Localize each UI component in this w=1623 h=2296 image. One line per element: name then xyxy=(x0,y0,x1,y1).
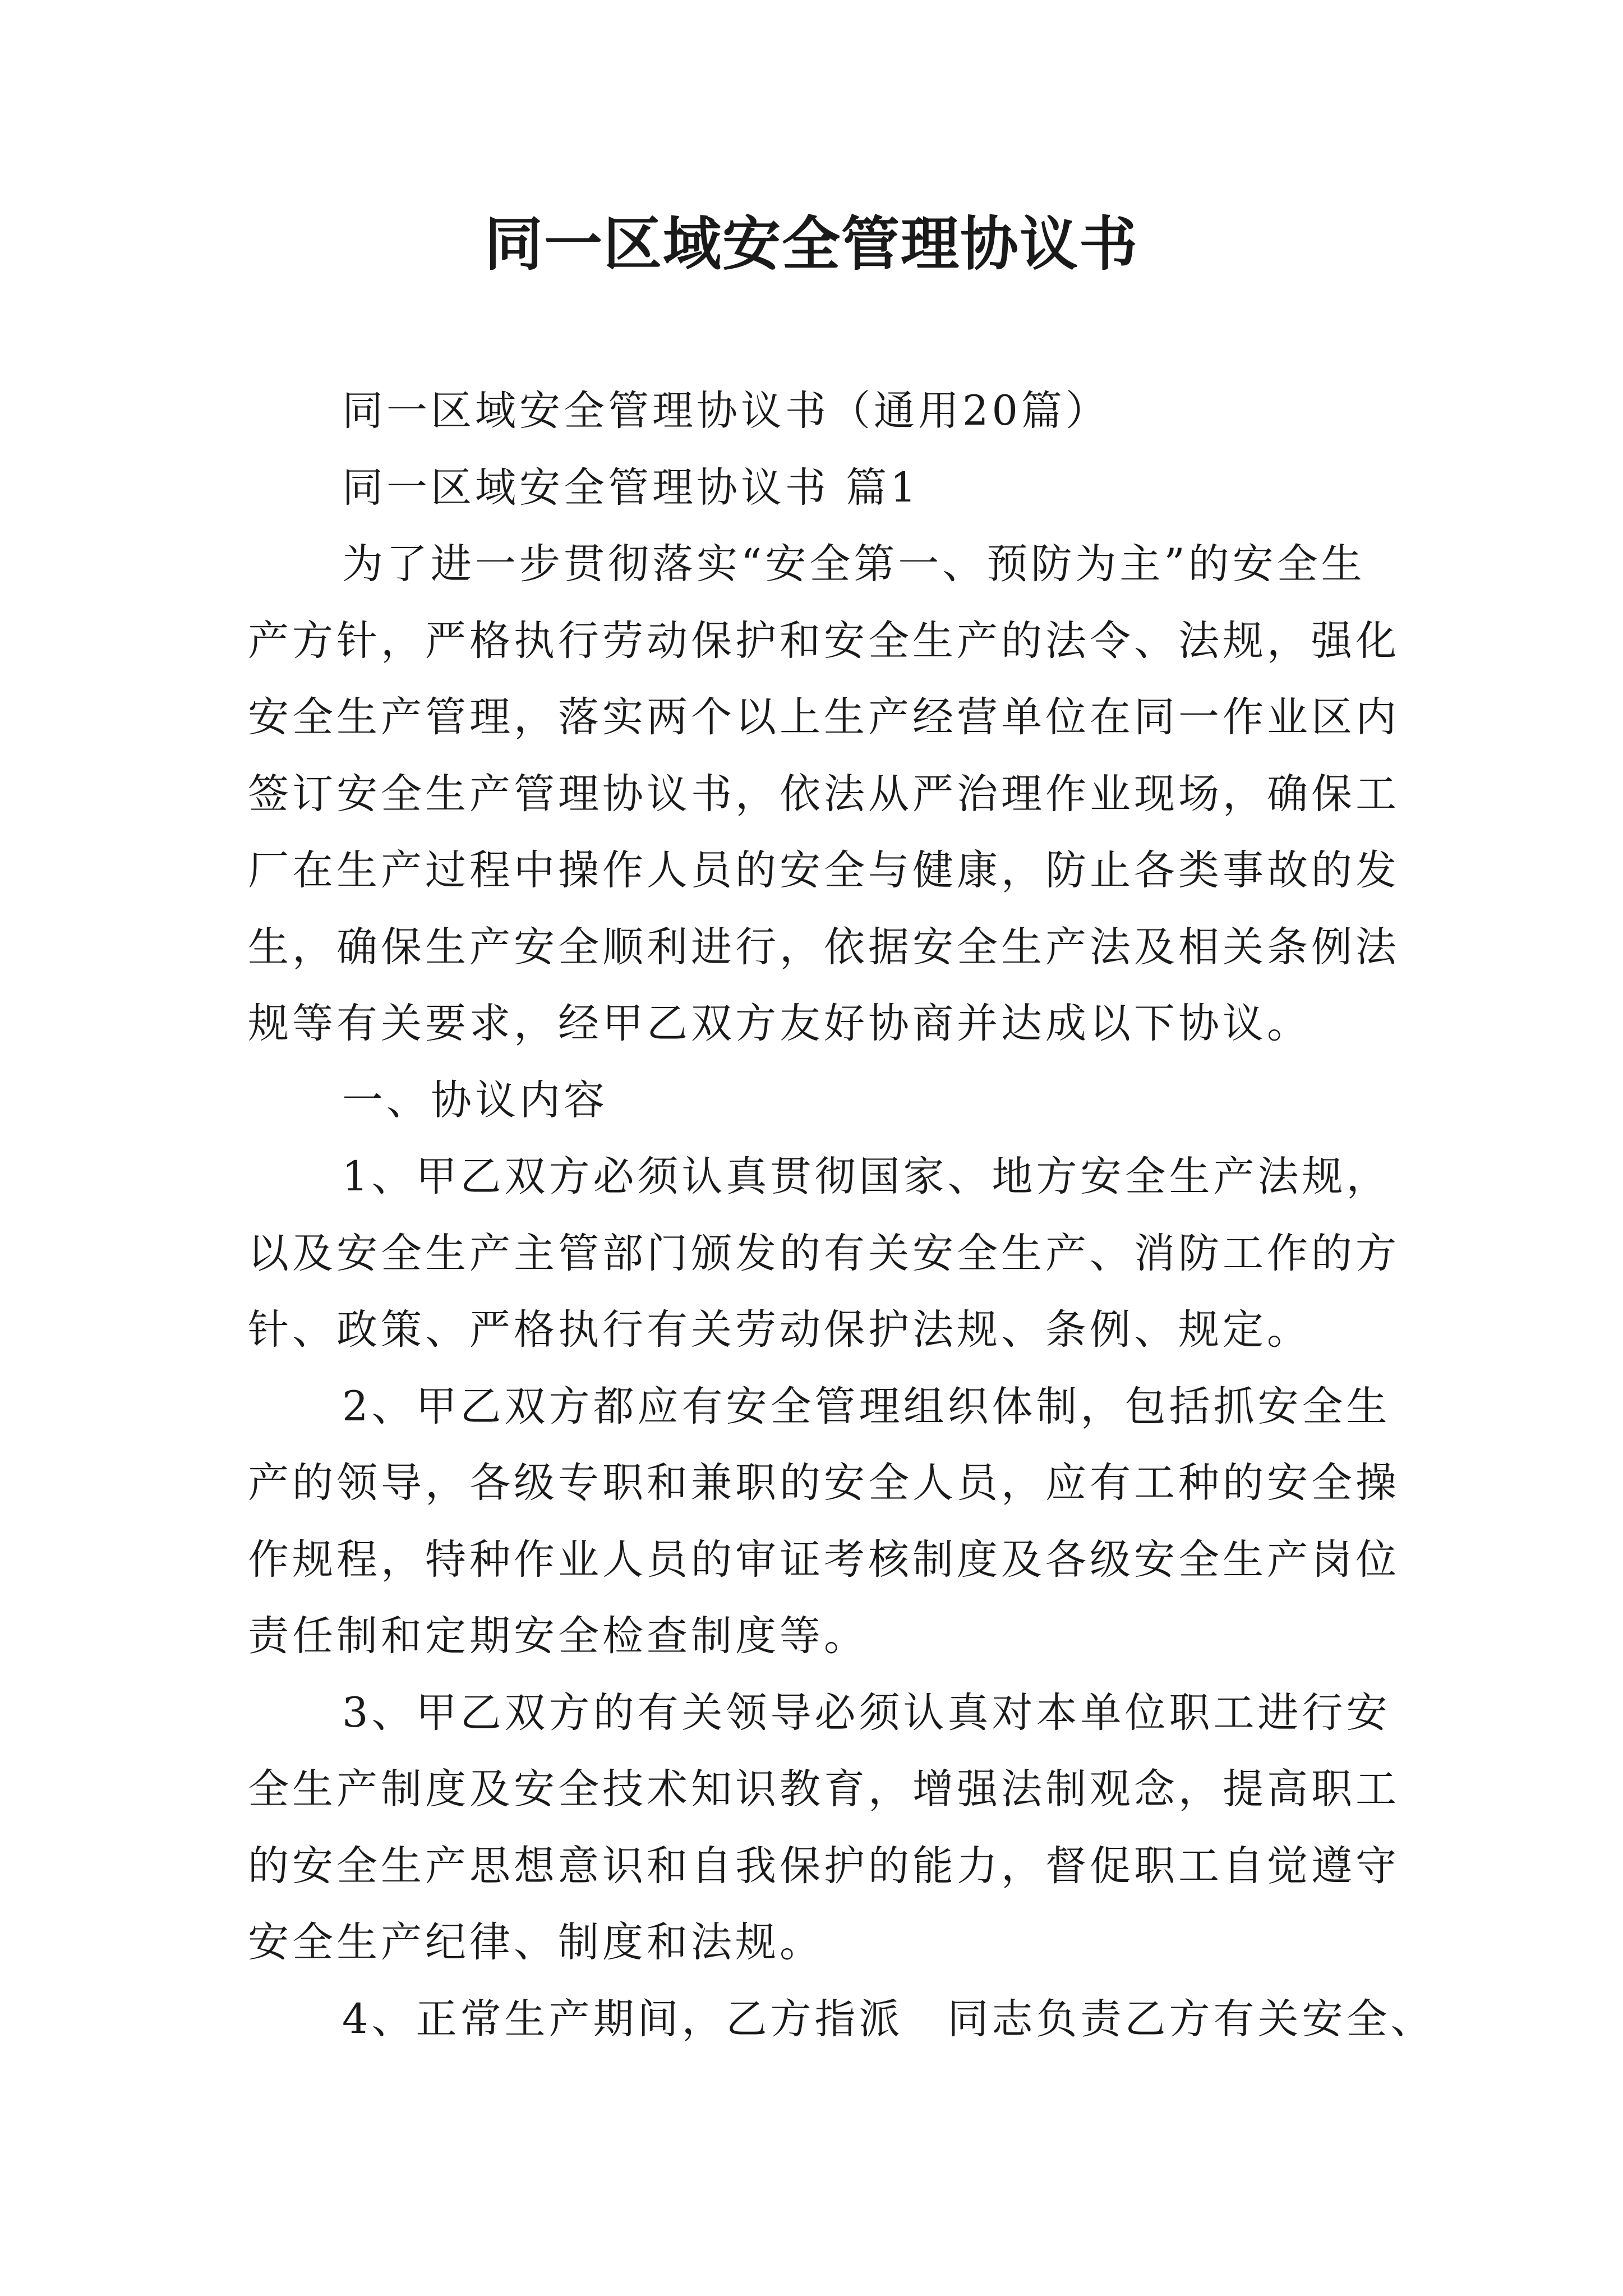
document-body xyxy=(248,373,1435,2058)
paragraph-line: 生，确保生产安全顺利进行，依据安全生产法及相关条例法 xyxy=(248,923,1400,971)
paragraph-line: 3、甲乙双方的有关领导必须认真对本单位职工进行安 xyxy=(342,1688,1391,1737)
paragraph-line: 1、甲乙双方必须认真贯彻国家、地方安全生产法规， xyxy=(342,1153,1391,1200)
paragraph-line: 产的领导，各级专职和兼职的安全人员，应有工种的安全操 xyxy=(248,1459,1400,1507)
document-title: 同一区域安全管理协议书 xyxy=(484,209,1138,278)
paragraph-line: 针、政策、严格执行有关劳动保护法规、条例、规定。 xyxy=(248,1306,1311,1354)
paragraph-line: 签订安全生产管理协议书，依法从严治理作业现场，确保工 xyxy=(248,770,1400,818)
paragraph-line: 作规程，特种作业人员的审证考核制度及各级安全生产岗位 xyxy=(248,1535,1400,1584)
subsection-heading: 一、协议内容 xyxy=(342,1076,608,1124)
collection-heading: 同一区域安全管理协议书（通用20篇） xyxy=(342,387,1110,435)
paragraph-line: 责任制和定期安全检查制度等。 xyxy=(248,1612,868,1660)
paragraph-line: 产方针，严格执行劳动保护和安全生产的法令、法规，强化 xyxy=(248,616,1400,665)
paragraph-line: 为了进一步贯彻落实“安全第一、预防为主”的安全生 xyxy=(342,540,1366,588)
paragraph-line: 的安全生产思想意识和自我保护的能力，督促职工自觉遵守 xyxy=(248,1842,1400,1890)
paragraph-line: 规等有关要求，经甲乙双方友好协商并达成以下协议。 xyxy=(248,1000,1311,1047)
paragraph-line: 安全生产纪律、制度和法规。 xyxy=(248,1918,824,1966)
section-heading: 同一区域安全管理协议书 篇1 xyxy=(342,463,920,512)
paragraph-line: 4、正常生产期间，乙方指派 同志负责乙方有关安全、 xyxy=(342,1995,1435,2043)
paragraph-line: 以及安全生产主管部门颁发的有关安全生产、消防工作的方 xyxy=(248,1229,1400,1277)
paragraph-line: 全生产制度及安全技术知识教育，增强法制观念，提高职工 xyxy=(248,1765,1400,1813)
paragraph-line: 2、甲乙双方都应有安全管理组织体制，包括抓安全生 xyxy=(342,1382,1391,1430)
paragraph-line: 安全生产管理，落实两个以上生产经营单位在同一作业区内 xyxy=(248,693,1400,741)
paragraph-line: 厂在生产过程中操作人员的安全与健康，防止各类事故的发 xyxy=(248,846,1400,894)
